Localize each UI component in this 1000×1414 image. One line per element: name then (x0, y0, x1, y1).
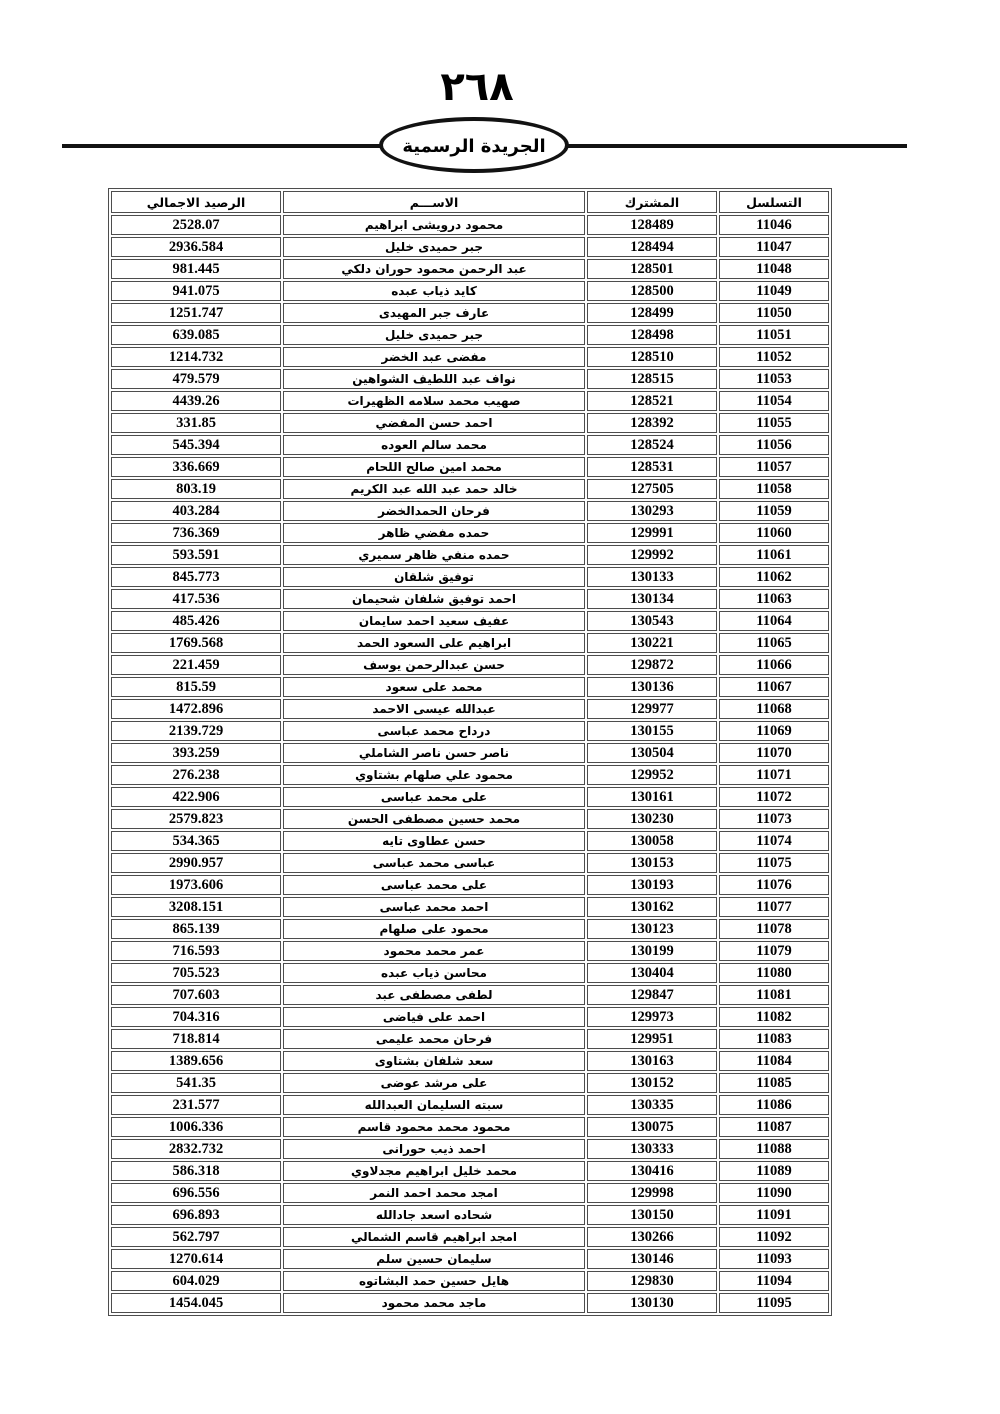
balance-cell: 1006.336 (111, 1117, 281, 1137)
table-row (111, 1293, 829, 1313)
balance-cell: 845.773 (111, 567, 281, 587)
serial-cell: 11046 (719, 215, 829, 235)
table-row (111, 897, 829, 917)
serial-cell: 11092 (719, 1227, 829, 1247)
balance-cell: 4439.26 (111, 391, 281, 411)
name-cell: على محمد عباسى (283, 787, 585, 807)
serial-cell: 11061 (719, 545, 829, 565)
name-cell: احمد حسن المفضي (283, 413, 585, 433)
name-cell: محمد امين صالح اللحام (283, 457, 585, 477)
subscriber-cell: 129830 (587, 1271, 717, 1291)
serial-cell: 11093 (719, 1249, 829, 1269)
balance-cell: 707.603 (111, 985, 281, 1005)
table-row (111, 853, 829, 873)
name-cell: لطفى مصطفى عبد (283, 985, 585, 1005)
table-row (111, 545, 829, 565)
serial-cell: 11084 (719, 1051, 829, 1071)
balance-cell: 696.556 (111, 1183, 281, 1203)
balance-cell: 639.085 (111, 325, 281, 345)
serial-cell: 11091 (719, 1205, 829, 1225)
table-row (111, 787, 829, 807)
serial-cell: 11051 (719, 325, 829, 345)
name-cell: امجد ابراهيم قاسم الشمالي (283, 1227, 585, 1247)
serial-cell: 11081 (719, 985, 829, 1005)
table-row (111, 611, 829, 631)
table-row (111, 567, 829, 587)
serial-cell: 11078 (719, 919, 829, 939)
column-header-serial: التسلسل (719, 191, 829, 213)
balance-cell: 331.85 (111, 413, 281, 433)
balance-cell: 479.579 (111, 369, 281, 389)
balance-cell: 2139.729 (111, 721, 281, 741)
column-header-subscriber: المشترك (587, 191, 717, 213)
subscriber-cell: 130134 (587, 589, 717, 609)
table-row (111, 963, 829, 983)
subscriber-cell: 129847 (587, 985, 717, 1005)
balance-cell: 2579.823 (111, 809, 281, 829)
table-row (111, 1029, 829, 1049)
serial-cell: 11056 (719, 435, 829, 455)
gazette-seal-ellipse (379, 117, 569, 173)
name-cell: صهيب محمد سلامه الظهيرات (283, 391, 585, 411)
serial-cell: 11059 (719, 501, 829, 521)
subscriber-cell: 129991 (587, 523, 717, 543)
name-cell: سعد شلفان بشتاوى (283, 1051, 585, 1071)
name-cell: محمود درويشى ابراهيم (283, 215, 585, 235)
subscriber-cell: 129998 (587, 1183, 717, 1203)
subscriber-cell: 129952 (587, 765, 717, 785)
serial-cell: 11068 (719, 699, 829, 719)
subscriber-cell: 130075 (587, 1117, 717, 1137)
balance-cell: 981.445 (111, 259, 281, 279)
table-row (111, 1073, 829, 1093)
table-row (111, 677, 829, 697)
balance-cell: 704.316 (111, 1007, 281, 1027)
serial-cell: 11082 (719, 1007, 829, 1027)
balance-cell: 1973.606 (111, 875, 281, 895)
balance-cell: 3208.151 (111, 897, 281, 917)
table-row (111, 1271, 829, 1291)
serial-cell: 11094 (719, 1271, 829, 1291)
balance-cell: 696.893 (111, 1205, 281, 1225)
serial-cell: 11050 (719, 303, 829, 323)
serial-cell: 11047 (719, 237, 829, 257)
table-row (111, 281, 829, 301)
balance-cell: 593.591 (111, 545, 281, 565)
balance-cell: 815.59 (111, 677, 281, 697)
table-row (111, 589, 829, 609)
name-cell: احمد على فياضى (283, 1007, 585, 1027)
subscriber-cell: 130199 (587, 941, 717, 961)
serial-cell: 11089 (719, 1161, 829, 1181)
name-cell: محمود علي صلهام بشتاوي (283, 765, 585, 785)
subscriber-cell: 130230 (587, 809, 717, 829)
serial-cell: 11076 (719, 875, 829, 895)
name-cell: هايل حسين حمد البشاتوه (283, 1271, 585, 1291)
subscriber-cell: 129992 (587, 545, 717, 565)
subscriber-cell: 130504 (587, 743, 717, 763)
page-number: ٢٦٨ (440, 64, 514, 110)
subscriber-cell: 128392 (587, 413, 717, 433)
serial-cell: 11080 (719, 963, 829, 983)
serial-cell: 11079 (719, 941, 829, 961)
table-row (111, 391, 829, 411)
name-cell: مفضى عبد الخضر (283, 347, 585, 367)
subscriber-cell: 130163 (587, 1051, 717, 1071)
subscriber-cell: 128501 (587, 259, 717, 279)
name-cell: على محمد عباسى (283, 875, 585, 895)
balance-cell: 941.075 (111, 281, 281, 301)
subscriber-cell: 129872 (587, 655, 717, 675)
name-cell: عبدالله عيسى الاحمد (283, 699, 585, 719)
name-cell: ابراهيم على السعود الحمد (283, 633, 585, 653)
table-body (111, 215, 829, 1313)
name-cell: سليمان حسين سلم (283, 1249, 585, 1269)
subscriber-cell: 127505 (587, 479, 717, 499)
serial-cell: 11086 (719, 1095, 829, 1115)
table-row (111, 1183, 829, 1203)
serial-cell: 11052 (719, 347, 829, 367)
balance-cell: 716.593 (111, 941, 281, 961)
balance-cell: 403.284 (111, 501, 281, 521)
table-row (111, 435, 829, 455)
balance-cell: 586.318 (111, 1161, 281, 1181)
table-header-row (111, 191, 829, 213)
table-row (111, 325, 829, 345)
name-cell: نواف عبد اللطيف الشواهين (283, 369, 585, 389)
table-row (111, 479, 829, 499)
serial-cell: 11073 (719, 809, 829, 829)
table-row (111, 523, 829, 543)
name-cell: عارف جبر المهيدى (283, 303, 585, 323)
serial-cell: 11064 (719, 611, 829, 631)
name-cell: امجد محمد احمد النمر (283, 1183, 585, 1203)
subscriber-cell: 130416 (587, 1161, 717, 1181)
table-row (111, 699, 829, 719)
table-row (111, 369, 829, 389)
table-row (111, 237, 829, 257)
name-cell: فرحان الحمدالخضر (283, 501, 585, 521)
subscriber-cell: 130133 (587, 567, 717, 587)
name-cell: حمده منفي ظاهر سميري (283, 545, 585, 565)
serial-cell: 11070 (719, 743, 829, 763)
table-row (111, 633, 829, 653)
table-row (111, 743, 829, 763)
balance-cell: 2990.957 (111, 853, 281, 873)
subscriber-cell: 128521 (587, 391, 717, 411)
table-row (111, 1117, 829, 1137)
table-row (111, 1007, 829, 1027)
name-cell: كايد ذياب عبده (283, 281, 585, 301)
name-cell: محاسن ذياب عبده (283, 963, 585, 983)
table-row (111, 875, 829, 895)
subscriber-cell: 130404 (587, 963, 717, 983)
name-cell: عبد الرحمن محمود حوران دلكي (283, 259, 585, 279)
serial-cell: 11063 (719, 589, 829, 609)
name-cell: درداح محمد عباسى (283, 721, 585, 741)
name-cell: عباسى محمد عباسى (283, 853, 585, 873)
subscriber-cell: 130136 (587, 677, 717, 697)
table-row (111, 919, 829, 939)
serial-cell: 11048 (719, 259, 829, 279)
subscribers-table (108, 188, 832, 1316)
name-cell: حسن عبدالرحمن يوسف (283, 655, 585, 675)
subscriber-cell: 130333 (587, 1139, 717, 1159)
name-cell: جبر حميدى خليل (283, 237, 585, 257)
subscriber-cell: 128510 (587, 347, 717, 367)
serial-cell: 11065 (719, 633, 829, 653)
table-row (111, 655, 829, 675)
balance-cell: 545.394 (111, 435, 281, 455)
subscriber-cell: 130335 (587, 1095, 717, 1115)
subscriber-cell: 130293 (587, 501, 717, 521)
balance-cell: 2832.732 (111, 1139, 281, 1159)
subscriber-cell: 130543 (587, 611, 717, 631)
subscriber-cell: 128531 (587, 457, 717, 477)
name-cell: ناصر حسن ناصر الشاملي (283, 743, 585, 763)
balance-cell: 865.139 (111, 919, 281, 939)
name-cell: محمد خليل ابراهيم مجدلاوي (283, 1161, 585, 1181)
balance-cell: 417.536 (111, 589, 281, 609)
name-cell: على مرشد عوضى (283, 1073, 585, 1093)
subscriber-cell: 130123 (587, 919, 717, 939)
balance-cell: 718.814 (111, 1029, 281, 1049)
table-row (111, 457, 829, 477)
balance-cell: 422.906 (111, 787, 281, 807)
table-row (111, 941, 829, 961)
balance-cell: 562.797 (111, 1227, 281, 1247)
table-row (111, 1227, 829, 1247)
balance-cell: 485.426 (111, 611, 281, 631)
subscriber-cell: 130152 (587, 1073, 717, 1093)
subscriber-cell: 130155 (587, 721, 717, 741)
subscriber-cell: 128499 (587, 303, 717, 323)
balance-cell: 1454.045 (111, 1293, 281, 1313)
serial-cell: 11053 (719, 369, 829, 389)
subscriber-cell: 130153 (587, 853, 717, 873)
serial-cell: 11071 (719, 765, 829, 785)
balance-cell: 705.523 (111, 963, 281, 983)
serial-cell: 11072 (719, 787, 829, 807)
name-cell: سبته السليمان العبدالله (283, 1095, 585, 1115)
name-cell: احمد توفيق شلفان شحيمان (283, 589, 585, 609)
serial-cell: 11074 (719, 831, 829, 851)
subscriber-cell: 128494 (587, 237, 717, 257)
balance-cell: 2528.07 (111, 215, 281, 235)
balance-cell: 231.577 (111, 1095, 281, 1115)
name-cell: توفيق شلقان (283, 567, 585, 587)
serial-cell: 11062 (719, 567, 829, 587)
subscriber-cell: 130150 (587, 1205, 717, 1225)
name-cell: جبر حميدى خليل (283, 325, 585, 345)
serial-cell: 11083 (719, 1029, 829, 1049)
table-row (111, 259, 829, 279)
name-cell: محمد سالم العوده (283, 435, 585, 455)
table-row (111, 809, 829, 829)
name-cell: شحاده اسعد جادالله (283, 1205, 585, 1225)
serial-cell: 11090 (719, 1183, 829, 1203)
serial-cell: 11067 (719, 677, 829, 697)
serial-cell: 11057 (719, 457, 829, 477)
name-cell: ماجد محمد محمود (283, 1293, 585, 1313)
subscriber-cell: 128524 (587, 435, 717, 455)
table-row (111, 1139, 829, 1159)
subscriber-cell: 128500 (587, 281, 717, 301)
balance-cell: 534.365 (111, 831, 281, 851)
serial-cell: 11077 (719, 897, 829, 917)
table-row (111, 1205, 829, 1225)
serial-cell: 11075 (719, 853, 829, 873)
name-cell: محمد على سعود (283, 677, 585, 697)
balance-cell: 1251.747 (111, 303, 281, 323)
subscriber-cell: 129973 (587, 1007, 717, 1027)
balance-cell: 1214.732 (111, 347, 281, 367)
subscriber-cell: 130058 (587, 831, 717, 851)
table-row (111, 215, 829, 235)
name-cell: احمد محمد عباسى (283, 897, 585, 917)
subscriber-cell: 129977 (587, 699, 717, 719)
name-cell: محمد حسين مصطفى الحسن (283, 809, 585, 829)
balance-cell: 803.19 (111, 479, 281, 499)
subscriber-cell: 130146 (587, 1249, 717, 1269)
balance-cell: 604.029 (111, 1271, 281, 1291)
serial-cell: 11054 (719, 391, 829, 411)
name-cell: احمد ذيب حورانى (283, 1139, 585, 1159)
balance-cell: 393.259 (111, 743, 281, 763)
subscriber-cell: 130221 (587, 633, 717, 653)
column-header-balance: الرصيد الاجمالي (111, 191, 281, 213)
table-row (111, 765, 829, 785)
table-row (111, 721, 829, 741)
name-cell: فرحان محمد عليمى (283, 1029, 585, 1049)
balance-cell: 2936.584 (111, 237, 281, 257)
serial-cell: 11060 (719, 523, 829, 543)
serial-cell: 11085 (719, 1073, 829, 1093)
gazette-title: الجريدة الرسمية (402, 135, 546, 157)
balance-cell: 1769.568 (111, 633, 281, 653)
name-cell: محمود محمد محمود قاسم (283, 1117, 585, 1137)
subscriber-cell: 130193 (587, 875, 717, 895)
serial-cell: 11049 (719, 281, 829, 301)
balance-cell: 276.238 (111, 765, 281, 785)
table-row (111, 985, 829, 1005)
subscriber-cell: 130266 (587, 1227, 717, 1247)
balance-cell: 1389.656 (111, 1051, 281, 1071)
name-cell: حسن عطاوى تايه (283, 831, 585, 851)
subscriber-cell: 130162 (587, 897, 717, 917)
table-row (111, 501, 829, 521)
table-row (111, 347, 829, 367)
balance-cell: 541.35 (111, 1073, 281, 1093)
serial-cell: 11087 (719, 1117, 829, 1137)
serial-cell: 11088 (719, 1139, 829, 1159)
table-row (111, 831, 829, 851)
name-cell: عفيف سعيد احمد سايمان (283, 611, 585, 631)
table-row (111, 1095, 829, 1115)
serial-cell: 11055 (719, 413, 829, 433)
balance-cell: 736.369 (111, 523, 281, 543)
balance-cell: 1472.896 (111, 699, 281, 719)
subscriber-cell: 129951 (587, 1029, 717, 1049)
subscriber-cell: 130161 (587, 787, 717, 807)
table-row (111, 1161, 829, 1181)
name-cell: خالد حمد عبد الله عبد الكريم (283, 479, 585, 499)
name-cell: عمر محمد محمود (283, 941, 585, 961)
table-row (111, 413, 829, 433)
serial-cell: 11095 (719, 1293, 829, 1313)
table-row (111, 1249, 829, 1269)
serial-cell: 11058 (719, 479, 829, 499)
balance-cell: 336.669 (111, 457, 281, 477)
name-cell: حمده مفضي ظاهر (283, 523, 585, 543)
subscriber-cell: 128489 (587, 215, 717, 235)
column-header-name: الاســـم (283, 191, 585, 213)
name-cell: محمود على صلهام (283, 919, 585, 939)
table-row (111, 1051, 829, 1071)
subscriber-cell: 128515 (587, 369, 717, 389)
serial-cell: 11066 (719, 655, 829, 675)
table-row (111, 303, 829, 323)
balance-cell: 221.459 (111, 655, 281, 675)
subscriber-cell: 128498 (587, 325, 717, 345)
subscriber-cell: 130130 (587, 1293, 717, 1313)
balance-cell: 1270.614 (111, 1249, 281, 1269)
serial-cell: 11069 (719, 721, 829, 741)
